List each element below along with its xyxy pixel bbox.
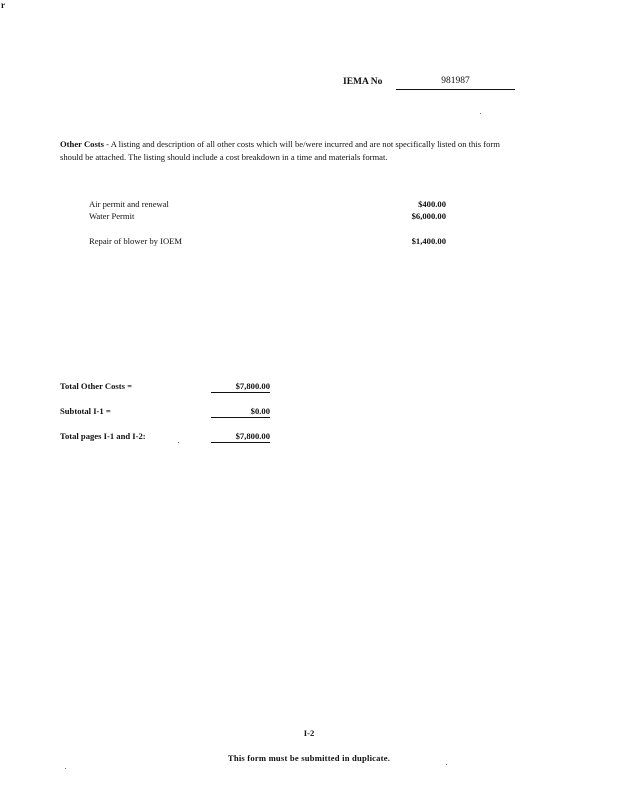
cost-item-label: Repair of blower by IOEM	[89, 236, 183, 246]
other-costs-heading: Other Costs	[60, 139, 105, 149]
subtotal-label: Subtotal I-1 =	[60, 406, 111, 416]
other-costs-description	[60, 138, 500, 163]
cost-item-amount: $6,000.00	[411, 211, 446, 221]
grand-total-value: $7,800.00	[211, 431, 270, 443]
footer-note: This form must be submitted in duplicate.	[227, 753, 391, 763]
iema-number-label: IEMA No	[343, 77, 383, 87]
other-costs-instructions: - A listing and description of all other costs which will be/were incurred and are not specifically listed on this form should be attached. The listing should include a cost breakdown in a time and materials format.	[60, 139, 500, 162]
grand-total-label: Total pages I-1 and I-2:	[60, 431, 146, 441]
total-other-costs-label: Total Other Costs =	[60, 381, 132, 391]
cost-item-label: Air permit and renewal	[89, 199, 169, 209]
cost-item-amount: $1,400.00	[411, 236, 446, 246]
total-other-costs-value: $7,800.00	[211, 381, 270, 393]
scan-speck	[480, 113, 481, 114]
iema-number-field: 981987	[396, 76, 515, 90]
scan-speck	[446, 764, 447, 765]
scan-speck	[178, 442, 179, 443]
subtotal-value: $0.00	[211, 406, 270, 418]
cost-item-label: Water Permit	[89, 211, 135, 221]
cost-item-amount: $400.00	[418, 199, 446, 209]
corner-mark: r	[1, 0, 5, 10]
page-number: I-2	[303, 728, 315, 738]
scan-speck	[65, 768, 66, 769]
